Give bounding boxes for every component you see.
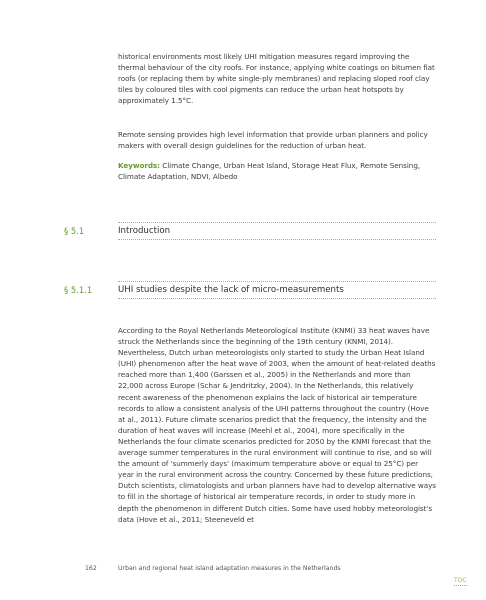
divider-top — [118, 222, 436, 223]
keywords-text: Climate Change, Urban Heat Island, Storage Heat Flux, Remote Sensing, Climate Adaptation, NDVI, Albedo — [118, 161, 421, 182]
subsection-heading-uhi-studies — [64, 281, 436, 299]
divider-bottom — [118, 239, 436, 240]
body-paragraph-roofs: historical environments most likely UHI mitigation measures regard improving the thermal behaviour of the city roofs. For instance, applying white coatings on bitumen flat roofs (or replacing them by white single-ply membranes) and replacing sloped roof clay tiles by coloured tiles with cool pigments can reduce the urban heat hotspots by approximately 1.5°C. — [118, 52, 435, 106]
subsection-number: § 5.1.1 — [64, 285, 93, 295]
subsection-title: UHI studies despite the lack of micro-measurements — [118, 285, 344, 295]
divider-top — [118, 281, 436, 282]
running-title: Urban and regional heat island adaptation measures in the Netherlands — [118, 565, 341, 572]
divider-bottom — [118, 298, 436, 299]
section-title: Introduction — [118, 226, 171, 236]
toc-link[interactable]: TOC — [454, 577, 467, 584]
section-heading-introduction — [64, 222, 436, 240]
body-paragraph-remote-sensing: Remote sensing provides high level information that provide urban planners and policy makers with overall design guidelines for the reduction of urban heat. — [118, 130, 428, 151]
keywords-label: Keywords: — [118, 161, 160, 170]
body-paragraph-uhi-studies: According to the Royal Netherlands Meteorological Institute (KNMI) 33 heat waves have struck the Netherlands since the beginning of the 19th century (KNMI, 2014). Nevertheless, Dutch urban meteorologists only started to study the Urban Heat Island (UHI) phenomenon after the heat wave of 2003, when the amount of heat-related deaths reached more than 1,400 (Garssen et al., 2005) in the Netherlands and more than 22,000 across Europe (Schar & Jendritzky, 2004). In the Netherlands, this relatively recent awareness of the phenomenon explains the lack of historical air temperature records to allow a consistent analysis of the UHI patterns throughout the country (Hove at al., 2011). Future climate scenarios predict that the frequency, the intensity and the duration of heat waves will increase (Meehl et al., 2004), more specifically in the Netherlands the four climate scenarios predicted for 2050 by the KNMI forecast that the average summer temperatures in the rural environment will continue to rise, and so will the amount of 'summerly days' (maximum temperature above or equal to 25°C) per year in the rural environment across the country. Concerned by these future predictions, Dutch scientists, climatologists and urban planners have had to develop alternative ways to fill in the shortage of historical air temperature records, in order to study more in depth the phenomenon in different Dutch cities. Some have used hobby meteorologist's data (Hove et al., 2011; Steeneveld et — [118, 326, 436, 524]
page-number: 162 — [85, 565, 97, 572]
keywords-paragraph — [118, 160, 436, 182]
section-number: § 5.1 — [64, 226, 85, 236]
